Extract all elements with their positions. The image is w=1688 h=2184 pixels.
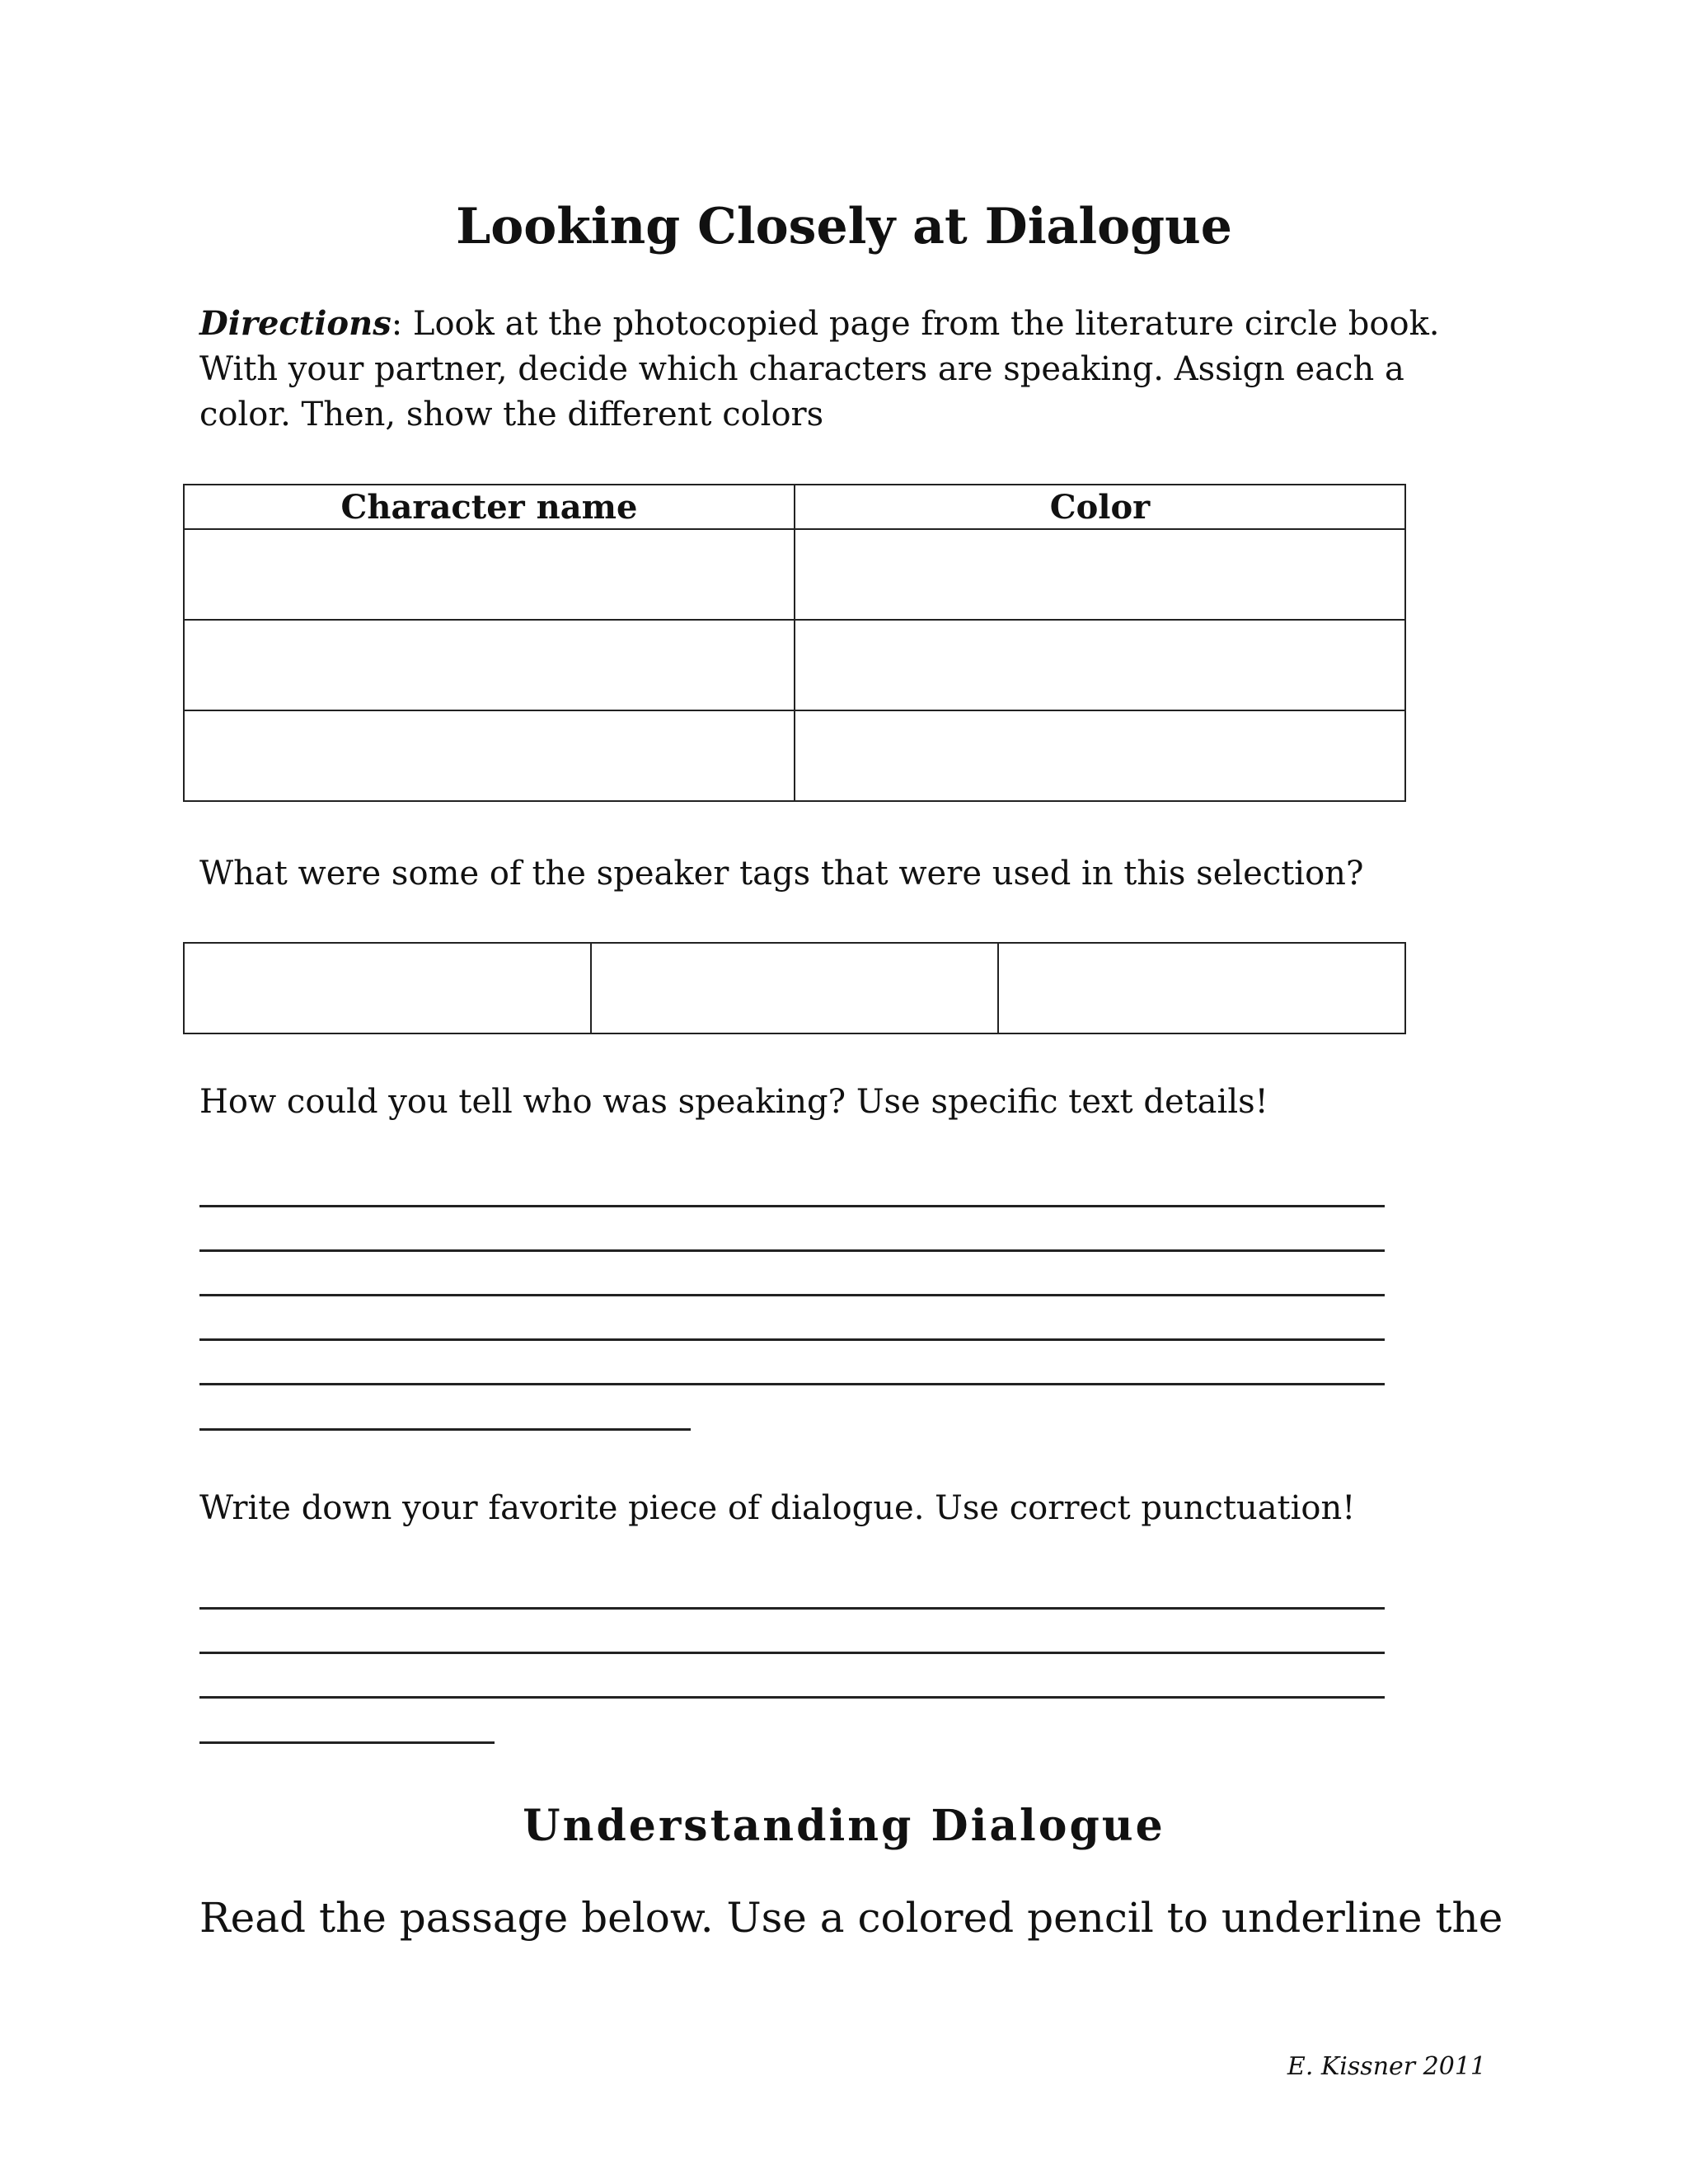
table-row [184, 620, 1405, 710]
speaker-tag-cell[interactable] [184, 943, 591, 1033]
directions-label: Directions [199, 304, 392, 343]
table-row [184, 710, 1405, 801]
color-cell[interactable] [795, 710, 1405, 801]
answer-line[interactable] [199, 1607, 1385, 1610]
speaker-tag-cell[interactable] [591, 943, 998, 1033]
answer-line[interactable] [199, 1249, 1385, 1252]
speaker-tags-prompt: What were some of the speaker tags that were used in this selection? [199, 855, 1364, 893]
passage-intro: Read the passage below. Use a colored pencil to underline the [199, 1894, 1503, 1942]
footer-credit: E. Kissner 2011 [1287, 2052, 1486, 2081]
color-cell[interactable] [795, 529, 1405, 620]
directions-text: : Look at the photocopied page from the literature circle book. With your partner, decide which characters are speaking. Assign each a color. Then, show the different colors [199, 305, 1440, 434]
answer-line[interactable] [199, 1383, 1385, 1385]
answer-line[interactable] [199, 1205, 1385, 1207]
how-tell-prompt: How could you tell who was speaking? Use specific text details! [199, 1083, 1268, 1121]
character-name-cell[interactable] [184, 529, 795, 620]
table-row [184, 529, 1405, 620]
character-color-table [183, 484, 1406, 802]
answer-line[interactable] [199, 1428, 691, 1431]
header-color: Color [795, 485, 1405, 529]
speaker-tags-table [183, 942, 1406, 1034]
answer-line[interactable] [199, 1338, 1385, 1341]
table-header-row [184, 485, 1405, 529]
header-character-name: Character name [184, 485, 795, 529]
speaker-tag-cell[interactable] [998, 943, 1405, 1033]
answer-line[interactable] [199, 1741, 495, 1744]
favorite-dialogue-prompt: Write down your favorite piece of dialogue. Use correct punctuation! [199, 1489, 1356, 1527]
color-cell[interactable] [795, 620, 1405, 710]
answer-line[interactable] [199, 1294, 1385, 1296]
page-title: Looking Closely at Dialogue [456, 198, 1232, 255]
directions-paragraph [199, 301, 1502, 438]
character-name-cell[interactable] [184, 710, 795, 801]
answer-line[interactable] [199, 1652, 1385, 1654]
section-title: Understanding Dialogue [523, 1801, 1165, 1851]
answer-line[interactable] [199, 1696, 1385, 1699]
character-name-cell[interactable] [184, 620, 795, 710]
table-row [184, 943, 1405, 1033]
